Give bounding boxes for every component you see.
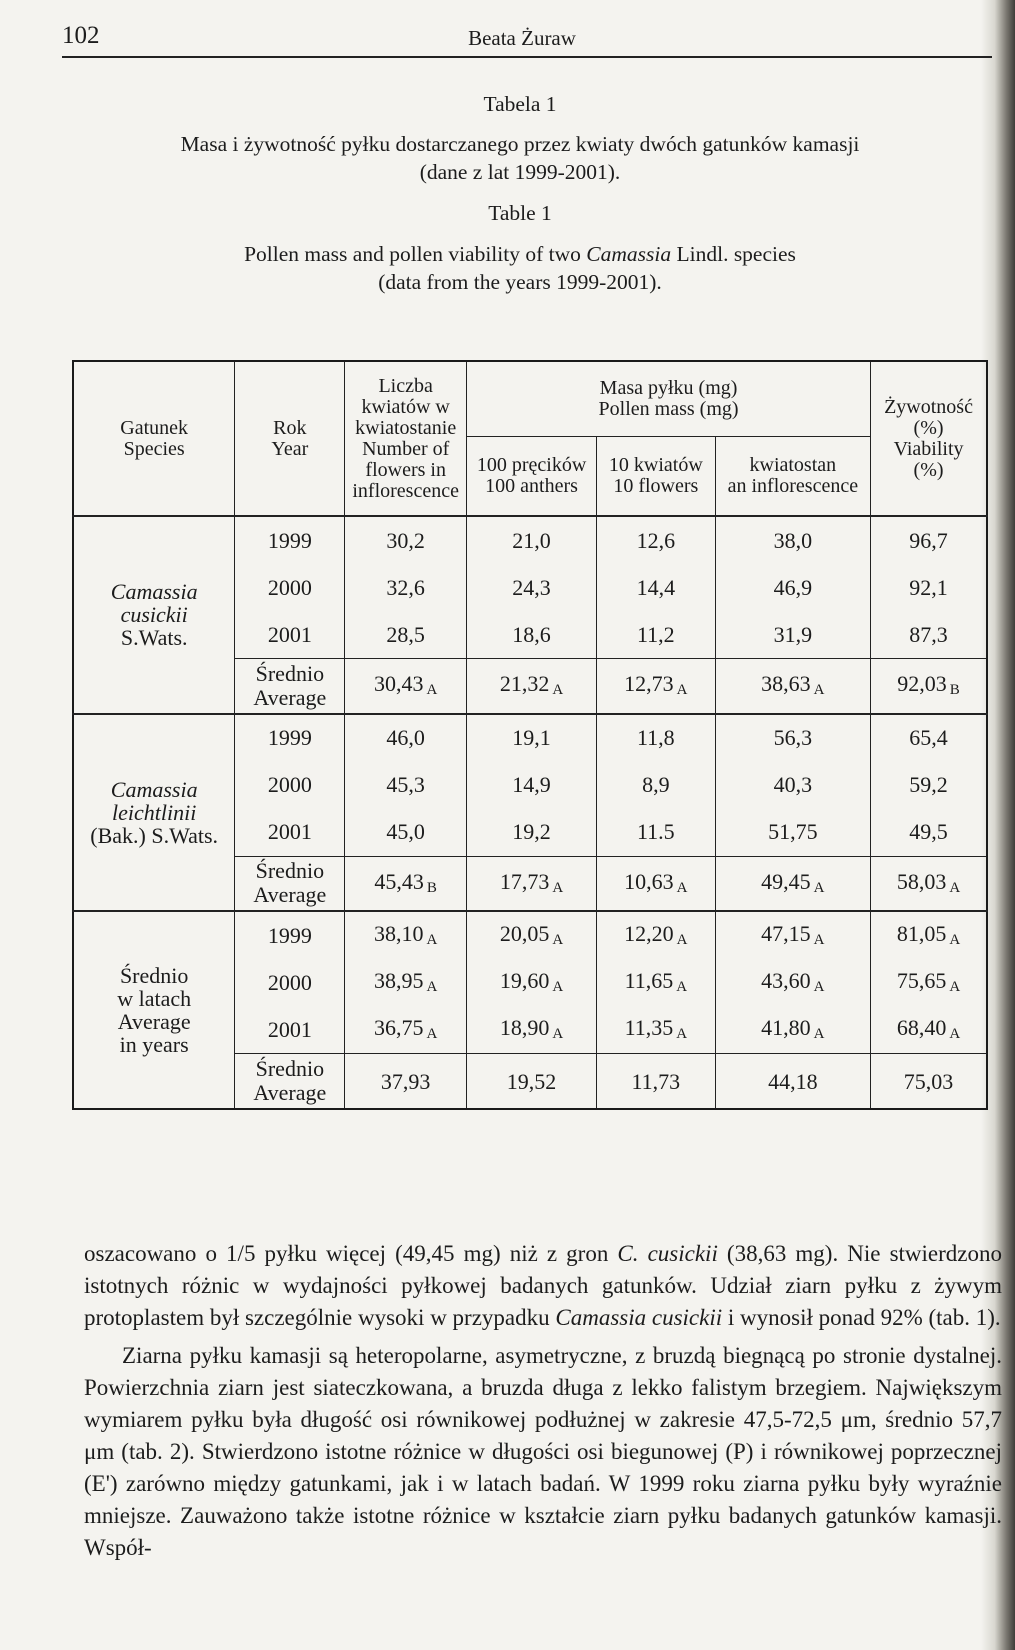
significance-letter: A — [676, 1026, 688, 1043]
average-cell: 37,93 — [345, 1054, 467, 1109]
value-cell: 68,40 $_A$ — [871, 1006, 987, 1053]
value-cell: 45,0 — [345, 809, 467, 856]
year-cell: 2001 — [235, 611, 345, 658]
year-cell: 1999 — [235, 911, 345, 958]
header-year: Rok Year — [235, 361, 345, 516]
paragraph-2: Ziarna pyłku kamasji są heteropolarne, asymetryczne, z bruzdą biegnącą po stronie dystalnej. Powierzchnia ziarn jest siateczkowana, a bruzda długa z lekko falistym brzegiem. Największym wymiarem pyłku była długość osi równikowej podłużnej w zakresie 47,5-72,5 μm, średnio 57,7 μm (tab. 2). Stwierdzono istotne różnice w długości osi biegunowej (P) i równikowej poprzecznej (E') zarówno między gatunkami, jak i w latach badań. W 1999 roku ziarna pyłku były wyraźnie mniejsze. Zauważono także istotne różnice w kształcie ziarn pyłku badanych gatunków kamasji. Współ- — [84, 1343, 1002, 1560]
value-cell: 20,05 $_A$ — [467, 911, 597, 958]
value-cell: 45,3 — [345, 761, 467, 808]
caption-pl-title-1: Masa i żywotność pyłku dostarczanego przez kwiaty dwóch gatunków kamasji — [180, 132, 860, 156]
value-cell: 56,3 — [715, 714, 871, 761]
year-cell: 2001 — [235, 809, 345, 856]
header-species: Gatunek Species — [73, 361, 235, 516]
value-cell: 14,4 — [597, 563, 715, 610]
species-name: Camassia leichtlinii (Bak.) S.Wats. — [73, 714, 235, 912]
value-cell: 96,7 — [871, 516, 987, 563]
significance-letter: A — [552, 682, 564, 699]
value-cell: 12,6 — [597, 516, 715, 563]
caption-pl-title-2: (dane z lat 1999-2001). — [419, 160, 621, 184]
average-cell: 58,03 $_A$ — [871, 856, 987, 911]
value-cell: 18,6 — [467, 611, 597, 658]
table-body — [73, 516, 987, 1109]
value-cell: 92,1 — [871, 563, 987, 610]
significance-letter: A — [949, 979, 961, 996]
average-cell: 45,43 $_B$ — [345, 856, 467, 911]
header-100-anthers: 100 pręcików 100 anthers — [467, 436, 597, 516]
caption-en-label: Table 1 — [488, 201, 552, 225]
page-number: 102 — [62, 22, 100, 49]
significance-letter: A — [949, 1026, 961, 1043]
value-cell: 31,9 — [715, 611, 871, 658]
header-rule — [62, 56, 992, 58]
significance-letter: A — [552, 1026, 564, 1043]
value-cell: 38,10 $_A$ — [345, 911, 467, 958]
average-cell: 30,43 $_A$ — [345, 658, 467, 713]
significance-letter: A — [813, 1026, 825, 1043]
year-cell: 1999 — [235, 714, 345, 761]
average-label: Średnio Average — [235, 856, 345, 911]
value-cell: 87,3 — [871, 611, 987, 658]
average-cell: 11,73 — [597, 1054, 715, 1109]
body-text — [84, 1238, 1002, 1564]
significance-letter: A — [676, 682, 688, 699]
header-viability: Żywotność (%) Viability (%) — [871, 361, 987, 516]
value-cell: 36,75 $_A$ — [345, 1006, 467, 1053]
value-cell: 21,0 — [467, 516, 597, 563]
value-cell: 11,8 — [597, 714, 715, 761]
value-cell: 75,65 $_A$ — [871, 959, 987, 1006]
caption-en-pre: Pollen mass and pollen viability of two — [244, 242, 587, 266]
paragraph-1: oszacowano o 1/5 pyłku więcej (49,45 mg) niż z gron C. cusickii (38,63 mg). Nie stwierdzono istotnych różnic w wydajności pyłkowej badanych gatunków. Udział ziarn pyłku z żywym protoplastem był szczególnie wysoki w przypadku Camassia cusickii i wynosił ponad 92% (tab. 1). — [84, 1241, 1002, 1330]
value-cell: 51,75 — [715, 809, 871, 856]
significance-letter: B — [426, 879, 437, 896]
year-cell: 2001 — [235, 1006, 345, 1053]
value-cell: 81,05 $_A$ — [871, 911, 987, 958]
average-cell: 17,73 $_A$ — [467, 856, 597, 911]
value-cell: 19,2 — [467, 809, 597, 856]
value-cell: 11,2 — [597, 611, 715, 658]
species-name: Średnio w latach Average in years — [73, 911, 235, 1109]
caption-en-title-1 — [110, 240, 930, 268]
significance-letter: A — [552, 979, 564, 996]
average-cell: 49,45 $_A$ — [715, 856, 871, 911]
average-cell: 75,03 — [871, 1054, 987, 1109]
year-cell: 2000 — [235, 563, 345, 610]
significance-letter: A — [426, 932, 438, 949]
year-cell: 2000 — [235, 959, 345, 1006]
caption-en-post: Lindl. species — [671, 242, 796, 266]
species-name: Camassia cusickii S.Wats. — [73, 516, 235, 714]
header-pollen-mass: Masa pyłku (mg) Pollen mass (mg) — [467, 361, 871, 436]
value-cell: 14,9 — [467, 761, 597, 808]
pollen-table — [72, 360, 988, 1110]
value-cell: 38,95 $_A$ — [345, 959, 467, 1006]
significance-letter: A — [949, 932, 961, 949]
caption-pl-label: Tabela 1 — [483, 92, 557, 116]
header-10-flowers: 10 kwiatów 10 flowers — [597, 436, 715, 516]
average-label: Średnio Average — [235, 1054, 345, 1109]
value-cell: 30,2 — [345, 516, 467, 563]
average-cell: 21,32 $_A$ — [467, 658, 597, 713]
value-cell: 41,80 $_A$ — [715, 1006, 871, 1053]
average-cell: 12,73 $_A$ — [597, 658, 715, 713]
value-cell: 11,35 $_A$ — [597, 1006, 715, 1053]
average-cell: 10,63 $_A$ — [597, 856, 715, 911]
value-cell: 19,60 $_A$ — [467, 959, 597, 1006]
value-cell: 49,5 — [871, 809, 987, 856]
average-cell: 44,18 — [715, 1054, 871, 1109]
value-cell: 24,3 — [467, 563, 597, 610]
average-label: Średnio Average — [235, 658, 345, 713]
caption-en-genus: Camassia — [586, 242, 672, 266]
significance-letter: A — [676, 979, 688, 996]
value-cell: 46,9 — [715, 563, 871, 610]
average-cell: 92,03 $_B$ — [871, 658, 987, 713]
value-cell: 11.5 — [597, 809, 715, 856]
significance-letter: B — [949, 682, 960, 699]
value-cell: 12,20 $_A$ — [597, 911, 715, 958]
significance-letter: A — [676, 879, 688, 896]
value-cell: 46,0 — [345, 714, 467, 761]
header-flowers: Liczba kwiatów w kwiatostanie Number of flowers in inflorescence — [345, 361, 467, 516]
page-header — [62, 22, 982, 56]
value-cell: 11,65 $_A$ — [597, 959, 715, 1006]
average-cell: 38,63 $_A$ — [715, 658, 871, 713]
significance-letter: A — [552, 932, 564, 949]
value-cell: 65,4 — [871, 714, 987, 761]
significance-letter: A — [813, 879, 825, 896]
value-cell: 40,3 — [715, 761, 871, 808]
significance-letter: A — [676, 932, 688, 949]
value-cell: 8,9 — [597, 761, 715, 808]
value-cell: 47,15 $_A$ — [715, 911, 871, 958]
significance-letter: A — [813, 979, 825, 996]
value-cell: 32,6 — [345, 563, 467, 610]
running-head: Beata Żuraw — [468, 26, 576, 50]
significance-letter: A — [552, 879, 564, 896]
header-inflorescence: kwiatostan an inflorescence — [715, 436, 871, 516]
value-cell: 18,90 $_A$ — [467, 1006, 597, 1053]
significance-letter: A — [813, 682, 825, 699]
year-cell: 2000 — [235, 761, 345, 808]
value-cell: 28,5 — [345, 611, 467, 658]
value-cell: 43,60 $_A$ — [715, 959, 871, 1006]
caption-en-title-2: (data from the years 1999-2001). — [378, 270, 662, 294]
value-cell: 59,2 — [871, 761, 987, 808]
significance-letter: A — [426, 979, 438, 996]
significance-letter: A — [813, 932, 825, 949]
significance-letter: A — [949, 879, 961, 896]
year-cell: 1999 — [235, 516, 345, 563]
average-cell: 19,52 — [467, 1054, 597, 1109]
significance-letter: A — [426, 1026, 438, 1043]
value-cell: 19,1 — [467, 714, 597, 761]
significance-letter: A — [426, 682, 438, 699]
value-cell: 38,0 — [715, 516, 871, 563]
